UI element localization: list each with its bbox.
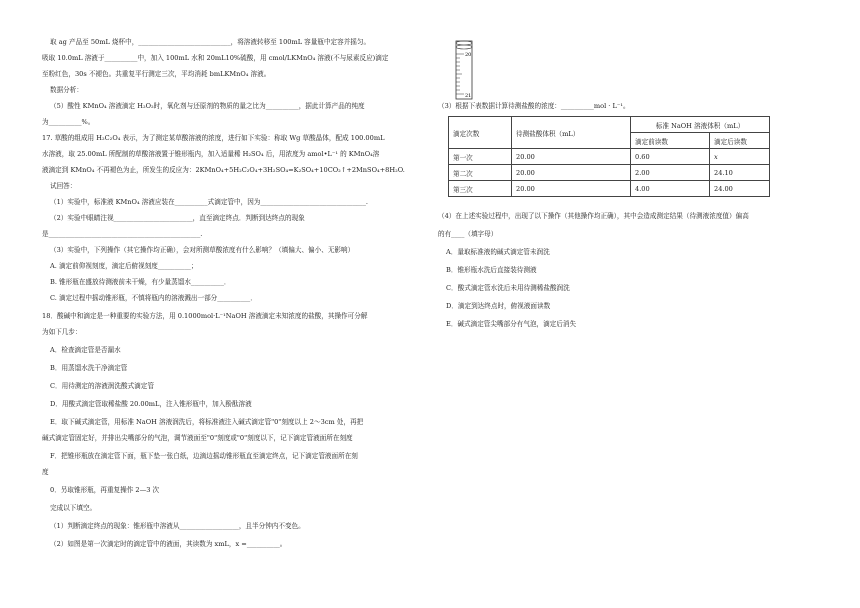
text-line: （5）酸性 KMnO₄ 溶液滴定 H₂O₂时，氧化剂与还原剂的物质的量之比为__________，据此计算产品的纯度 bbox=[50, 102, 365, 110]
table-cell: 2.00 bbox=[631, 165, 710, 181]
table-row bbox=[449, 149, 770, 165]
option-d: D．滴定到达终点时，俯视液面读数 bbox=[446, 302, 551, 310]
q3-text: （3）根据下表数据计算待测盐酸的浓度：__________mol · L⁻¹。 bbox=[438, 102, 630, 110]
table-header-cell: 滴定次数 bbox=[449, 117, 512, 149]
text-line: （1）判断滴定终点的现象：锥形瓶中溶液从__________________，且半分钟内不变色。 bbox=[50, 522, 305, 530]
option-b: B．锥形瓶水洗后直接装待测液 bbox=[446, 266, 537, 274]
text-line: D．用酸式滴定管取稀盐酸 20.00mL，注入锥形瓶中，加入酚酞溶液 bbox=[50, 400, 252, 408]
text-line: 至粉红色，30s 不褪色。共重复平行测定三次，平均消耗 bmLKMnO₄ 溶液。 bbox=[42, 70, 271, 78]
table-cell: 20.00 bbox=[512, 149, 631, 165]
text-line: 碱式滴定管固定好，并排出尖嘴部分的气泡，调节液面至"0"刻度或"0"刻度以下，记下滴定管液面所在刻度 bbox=[42, 434, 353, 442]
text-line: B. 锥形瓶在盛放待测液前未干燥，有少量蒸馏水__________． bbox=[50, 278, 231, 286]
table-cell: 4.00 bbox=[631, 181, 710, 197]
text-line: 取 ag 产品至 50mL 烧杯中，____________________________，将溶液转移至 100mL 容量瓶中定容并摇匀。 bbox=[50, 38, 371, 46]
text-line: 17. 草酸的组成用 H₂C₂O₄ 表示，为了测定某草酸溶液的浓度，进行如下实验：称取 Wg 草酸晶体，配成 100.00mL bbox=[42, 134, 385, 142]
table-cell: 24.10 bbox=[710, 165, 770, 181]
option-c: C．酸式滴定管水洗后未用待测稀盐酸润洗 bbox=[446, 284, 570, 292]
table-row bbox=[449, 181, 770, 197]
text-line: 为如下几步： bbox=[42, 328, 82, 336]
text-line: 吸取 10.0mL 溶液于__________中，加入 100mL 水和 20mL10%硫酸，用 cmol/LKMnO₄ 溶液(不与尿素反应)滴定 bbox=[42, 54, 389, 62]
table-cell: 第三次 bbox=[449, 181, 512, 197]
table-cell: 第二次 bbox=[449, 165, 512, 181]
burette-diagram bbox=[452, 40, 478, 102]
text-line: （1）实验中，标准液 KMnO₄ 溶液应装在__________式滴定管中，因为________________________________. bbox=[50, 198, 368, 206]
table-header-cell: 标准 NaOH 溶液体积（mL） bbox=[631, 117, 770, 133]
text-line: 液滴定到 KMnO₄ 不再褪色为止，所发生的反应为：2KMnO₄+5H₂C₂O₄+3H₂SO₄=K₂SO₄+10CO₂↑+2MnSO₄+8H₂O. bbox=[42, 166, 405, 174]
titration-data-table bbox=[448, 116, 770, 197]
table-row bbox=[449, 165, 770, 181]
option-e: E．碱式滴定管尖嘴部分有气泡，滴定后消失 bbox=[446, 320, 577, 328]
q4-text-line1: （4）在上述实验过程中，出现了以下操作（其他操作均正确），其中会造成测定结果（待测液浓度值）偏高 bbox=[438, 212, 749, 220]
table-cell: 第一次 bbox=[449, 149, 512, 165]
burette-mark-21: 21 bbox=[465, 93, 472, 99]
table-header-cell: 待测盐酸体积（mL） bbox=[512, 117, 631, 149]
text-line: 完成以下填空。 bbox=[50, 504, 97, 512]
text-line: （2）如图是第一次滴定时的滴定管中的液面，其读数为 xmL，x =__________。 bbox=[50, 540, 287, 548]
text-line: 0．另取锥形瓶，再重复操作 2—3 次 bbox=[50, 486, 160, 494]
text-line: （2）实验中眼睛注视________________________，直至滴定终点．判断到达终点的现象 bbox=[50, 214, 305, 222]
text-line: B．用蒸馏水洗干净滴定管 bbox=[50, 364, 128, 372]
text-line: 度 bbox=[42, 468, 49, 476]
option-a: A．量取标准液的碱式滴定管未润洗 bbox=[446, 248, 550, 256]
text-line: 是______________________________________________. bbox=[42, 230, 203, 238]
table-cell: 20.00 bbox=[512, 165, 631, 181]
text-line: （3）实验中，下列操作（其它操作均正确），会对所测草酸浓度有什么影响？（填偏大、偏小、无影响） bbox=[50, 246, 355, 254]
table-header-cell: 滴定前读数 bbox=[631, 133, 710, 149]
table-cell: x bbox=[710, 149, 770, 165]
table-header-cell: 滴定后读数 bbox=[710, 133, 770, 149]
text-line: C．用待测定的溶液润洗酸式滴定管 bbox=[50, 382, 154, 390]
text-line: 试回答： bbox=[50, 182, 77, 190]
text-line: E．取下碱式滴定管，用标准 NaOH 溶液润洗后，将标准液注入碱式滴定管"0"刻度以上 2～3cm 处，再把 bbox=[50, 418, 364, 426]
text-line: C. 滴定过程中摇动锥形瓶，不慎将瓶内的溶液溅出一部分__________． bbox=[50, 294, 257, 302]
text-line: F．把锥形瓶放在滴定管下面，瓶下垫一张白纸，边滴边摇动锥形瓶直至滴定终点，记下滴定管液面所在刻 bbox=[50, 452, 358, 460]
text-line: 18．酸碱中和滴定是一种重要的实验方法，用 0.1000mol·L⁻¹NaOH 溶液滴定未知浓度的盐酸，其操作可分解 bbox=[42, 312, 368, 320]
burette-mark-20: 20 bbox=[465, 52, 472, 58]
table-cell: 20.00 bbox=[512, 181, 631, 197]
q4-text-line2: 的有____（填字母） bbox=[438, 230, 498, 238]
text-line: 数据分析： bbox=[50, 86, 83, 94]
text-line: 为__________%。 bbox=[42, 118, 95, 126]
text-line: A．检查滴定管是否漏水 bbox=[50, 346, 121, 354]
table-cell: 24.00 bbox=[710, 181, 770, 197]
text-line: A. 滴定前仰视刻度，滴定后俯视刻度__________； bbox=[50, 262, 198, 270]
table-cell: 0.60 bbox=[631, 149, 710, 165]
text-line: 水溶液，取 25.00mL 所配制的草酸溶液置于锥形瓶内，加入适量稀 H₂SO₄ 后，用浓度为 amol•L⁻¹ 的 KMnO₄溶 bbox=[42, 150, 380, 158]
